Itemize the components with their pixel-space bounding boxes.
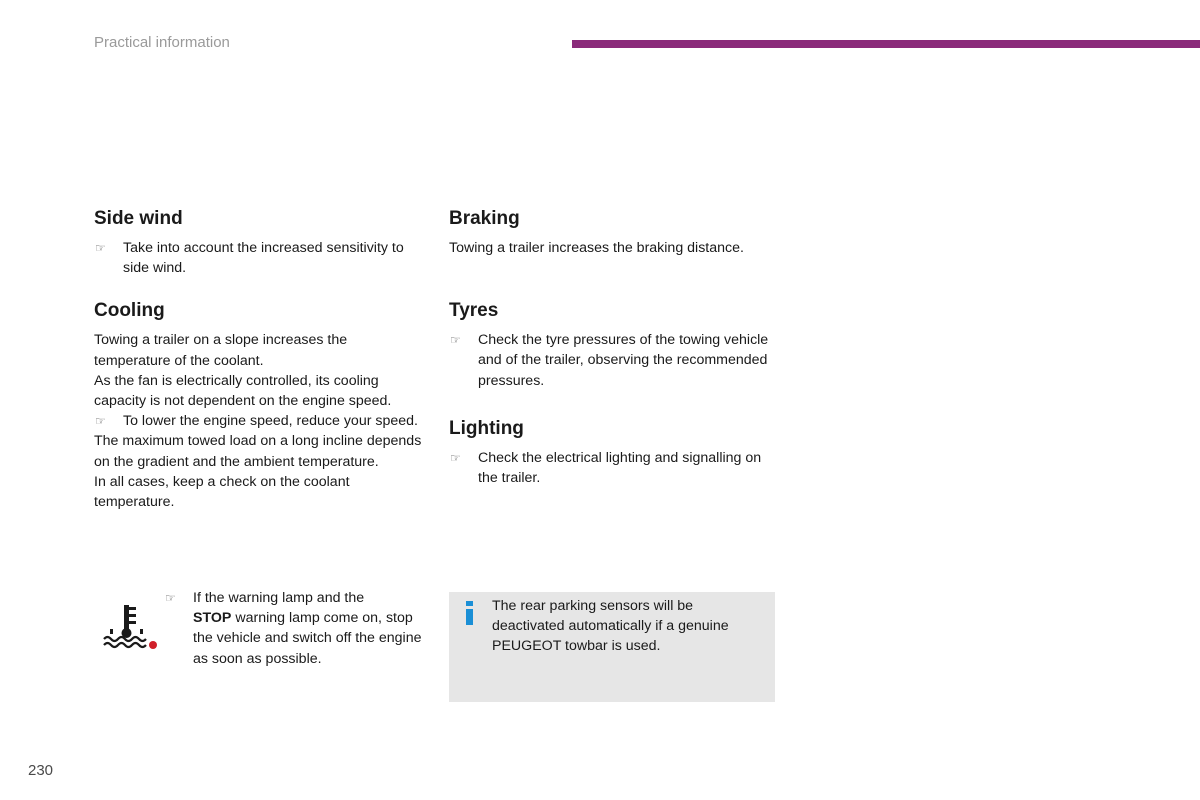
info-note-text: The rear parking sensors will be deactivated automatically if a genuine PEUGEOT towbar is used. xyxy=(492,598,729,655)
braking-text: Towing a trailer increases the braking distance. xyxy=(449,240,744,256)
tyres-heading: Tyres xyxy=(449,300,499,322)
cooling-bullet xyxy=(94,411,424,431)
warning-text-before: If the warning lamp and the xyxy=(193,590,365,606)
info-note-box xyxy=(449,592,775,702)
cooling-paragraph-4: In all cases, keep a check on the coolant temperature. xyxy=(94,473,350,511)
warning-text-after: warning lamp come on, stop the vehicle and switch off the engine as soon as possible. xyxy=(193,610,422,667)
lighting-bullet-text: Check the electrical lighting and signalling on the trailer. xyxy=(478,449,762,487)
pointing-hand-icon: ☞ xyxy=(95,241,106,255)
left-column xyxy=(94,207,424,512)
cooling-paragraph-2: As the fan is electrically controlled, its cooling capacity is not dependent on the engine speed. xyxy=(94,372,392,410)
section-title: Practical information xyxy=(94,34,230,51)
tyres-bullet-text: Check the tyre pressures of the towing vehicle and of the trailer, observing the recommended pressures. xyxy=(478,332,769,389)
page-number: 230 xyxy=(28,762,54,779)
lighting-bullet xyxy=(449,448,779,488)
pointing-hand-icon: ☞ xyxy=(95,414,106,429)
warning-text xyxy=(164,588,424,669)
info-icon xyxy=(464,601,476,625)
stop-label: STOP xyxy=(193,610,232,627)
side-wind-bullet-text: Take into account the increased sensitivity to side wind. xyxy=(123,240,404,277)
right-column xyxy=(449,207,779,488)
coolant-warning-block xyxy=(94,588,424,678)
pointing-hand-icon: ☞ xyxy=(165,591,176,605)
header-accent-bar xyxy=(572,40,1200,48)
warning-bullet xyxy=(164,588,424,669)
pointing-hand-icon: ☞ xyxy=(450,450,461,465)
side-wind-bullet xyxy=(94,238,424,278)
cooling-bullet-text: To lower the engine speed, reduce your speed. xyxy=(123,413,418,430)
braking-heading: Braking xyxy=(449,208,520,229)
cooling-heading: Cooling xyxy=(94,300,165,322)
cooling-paragraph-1: Towing a trailer on a slope increases the temperature of the coolant. xyxy=(94,332,348,369)
coolant-temperature-warning-icon xyxy=(102,604,158,650)
lighting-heading: Lighting xyxy=(449,417,524,439)
pointing-hand-icon: ☞ xyxy=(450,333,461,348)
tyres-bullet xyxy=(449,330,779,391)
cooling-paragraph-3: The maximum towed load on a long incline depends on the gradient and the ambient temperature. xyxy=(94,433,422,470)
side-wind-heading: Side wind xyxy=(94,208,183,229)
